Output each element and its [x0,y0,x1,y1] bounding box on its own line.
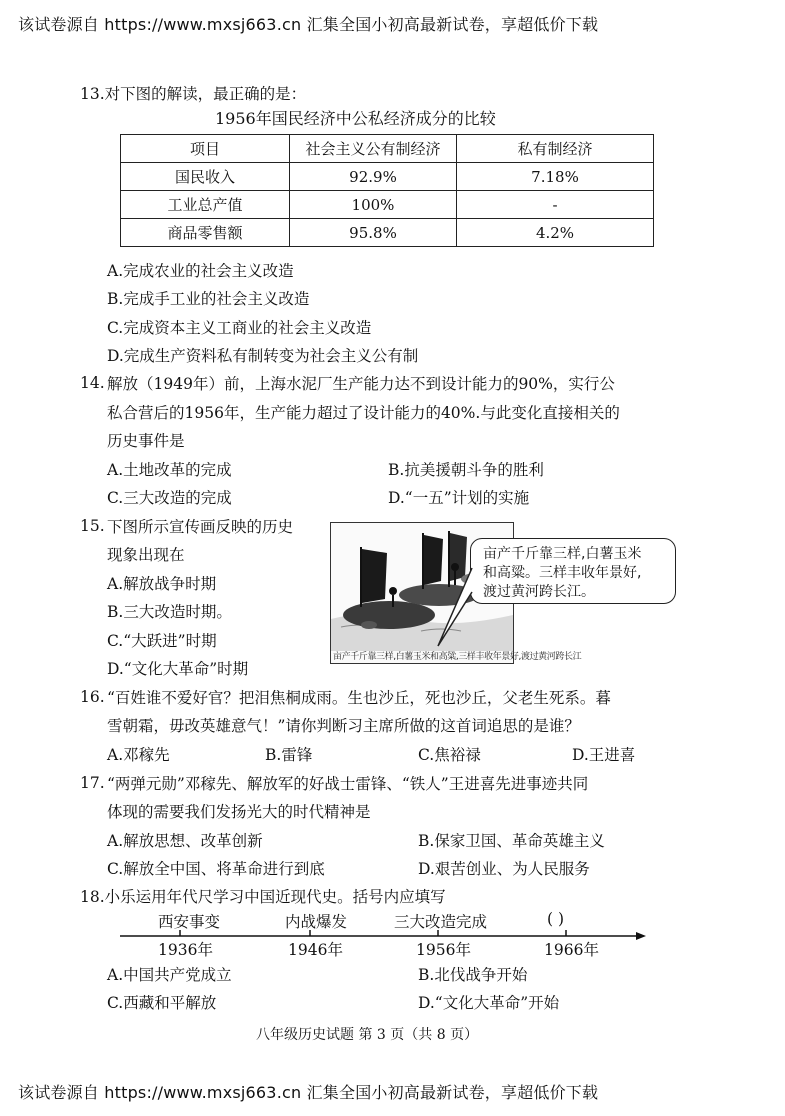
q13-comparison-table [120,134,654,247]
q14-option-c: C.三大改造的完成 [107,489,232,507]
speech-bubble [470,538,676,604]
q13-option-b: B.完成手工业的社会主义改造 [107,290,310,308]
timeline-blank: ( ) [547,910,565,928]
table-cell: 4.2% [457,219,654,247]
q16-option-d: D.王进喜 [572,746,636,764]
q15-stem-line: 下图所示宣传画反映的历史 [107,518,294,536]
q15-option-c: C.“大跃进”时期 [107,632,217,650]
q14-stem-line: 解放（1949年）前，上海水泥厂生产能力达不到设计能力的90%，实行公 [107,375,615,393]
footer-source-line: 该试卷源自 https://www.mxsj663.cn 汇集全国小初高最新试卷，享超低价下载 [18,1083,599,1102]
q13-table-title: 1956年国民经济中公私经济成分的比较 [215,109,496,128]
table-cell: 国民收入 [121,163,290,191]
timeline-event: 西安事变 [158,913,221,931]
q17-option-b: B.保家卫国、革命英雄主义 [418,832,605,850]
q18-stem [80,887,446,907]
table-header-cell: 项目 [121,135,290,163]
q14-stem-line: 历史事件是 [107,432,185,450]
q14-option-b: B.抗美援朝斗争的胜利 [388,461,544,479]
q15-option-b: B.三大改造时期。 [107,603,232,621]
q14-option-a: A.土地改革的完成 [107,461,232,479]
q15-option-a: A.解放战争时期 [107,575,217,593]
timeline-year: 1966年 [544,941,599,959]
q15-option-d: D.“文化大革命”时期 [107,660,249,678]
q17-option-a: A.解放思想、改革创新 [107,832,263,850]
poster-caption: 亩产千斤靠三样,白薯玉米和高粱,三样丰收年景好,渡过黄河跨长江 [333,652,582,662]
q17-stem-line: 体现的需要我们发扬光大的时代精神是 [107,803,371,821]
table-row [121,191,654,219]
q14-number: 14. [80,374,105,392]
q16-option-b: B.雷锋 [265,746,313,764]
q15-stem-line: 现象出现在 [107,546,185,564]
q18-stem-text: 小乐运用年代尺学习中国近现代史。括号内应填写 [104,888,446,906]
q13-number: 13. [80,85,105,103]
q13-stem-text: 对下图的解读，最正确的是： [104,85,307,103]
q16-option-c: C.焦裕禄 [418,746,481,764]
q13-option-c: C.完成资本主义工商业的社会主义改造 [107,319,372,337]
q13-option-d: D.完成生产资料私有制转变为社会主义公有制 [107,347,419,365]
timeline-event: 三大改造完成 [394,913,488,931]
table-cell: 7.18% [457,163,654,191]
timeline-year: 1946年 [288,941,343,959]
table-header-cell: 私有制经济 [457,135,654,163]
q16-number: 16. [80,688,105,706]
table-row [121,219,654,247]
header-source-line: 该试卷源自 https://www.mxsj663.cn 汇集全国小初高最新试卷，享超低价下载 [18,15,599,34]
table-row [121,163,654,191]
table-cell: 工业总产值 [121,191,290,219]
q17-stem-line: “两弹元勋”邓稼先、解放军的好战士雷锋、“铁人”王进喜先进事迹共同 [107,775,589,793]
table-cell: 95.8% [290,219,457,247]
q17-number: 17. [80,774,105,792]
table-header-row [121,135,654,163]
table-header-cell: 社会主义公有制经济 [290,135,457,163]
page-number-footer: 八年级历史试题 第 3 页（共 8 页） [256,1027,479,1043]
q15-number: 15. [80,517,105,535]
q17-option-c: C.解放全中国、将革命进行到底 [107,860,325,878]
q18-option-c: C.西藏和平解放 [107,994,217,1012]
q13-stem [80,84,306,104]
q13-option-a: A.完成农业的社会主义改造 [107,262,294,280]
table-cell: 商品零售额 [121,219,290,247]
table-cell: - [457,191,654,219]
bubble-line: 和高粱。三样丰收年景好, [483,565,642,581]
q16-stem-line: 雪朝霜，毋改英雄意气！”请你判断习主席所做的这首词追思的是谁？ [107,717,580,735]
q18-option-a: A.中国共产党成立 [107,966,232,984]
q16-stem-line: “百姓谁不爱好官？把泪焦桐成雨。生也沙丘，死也沙丘，父老生死系。暮 [107,689,611,707]
bubble-line: 亩产千斤靠三样,白薯玉米 [483,546,642,562]
q18-option-d: D.“文化大革命”开始 [418,994,560,1012]
q14-stem-line: 私合营后的1956年，生产能力超过了设计能力的40%.与此变化直接相关的 [107,404,620,422]
q14-option-d: D.“一五”计划的实施 [388,489,530,507]
q17-option-d: D.艰苦创业、为人民服务 [418,860,590,878]
speech-bubble-tail [436,560,476,650]
table-cell: 92.9% [290,163,457,191]
q16-option-a: A.邓稼先 [107,746,170,764]
q18-option-b: B.北伐战争开始 [418,966,528,984]
bubble-line: 渡过黄河跨长江。 [483,584,595,600]
timeline-year: 1936年 [158,941,213,959]
timeline-event: 内战爆发 [285,913,348,931]
table-cell: 100% [290,191,457,219]
timeline-year: 1956年 [416,941,471,959]
q18-number: 18. [80,888,105,906]
